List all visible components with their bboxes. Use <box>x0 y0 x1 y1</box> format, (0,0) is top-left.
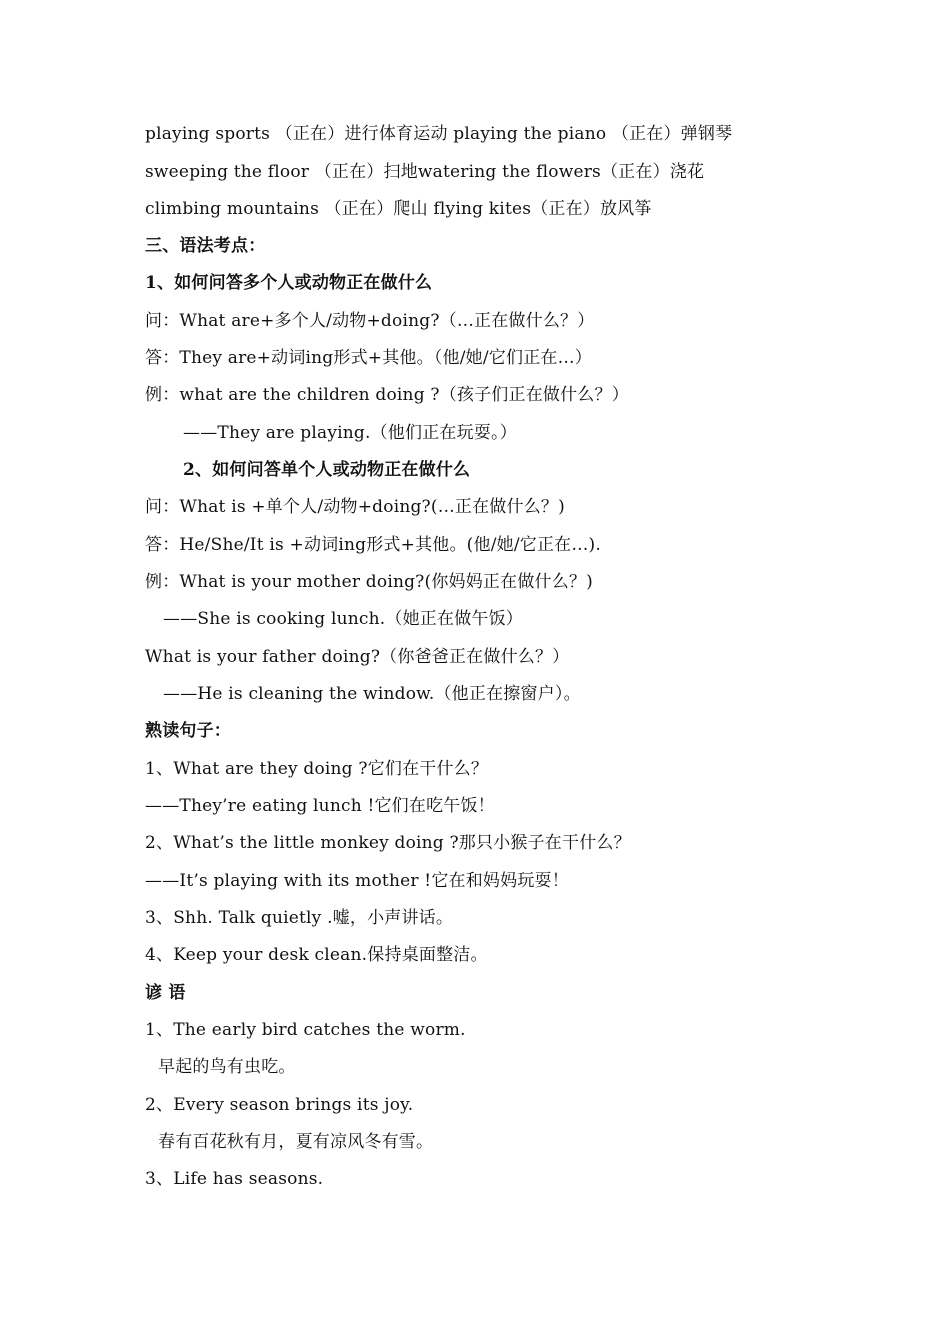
sentence-1: 1、What are they doing ?它们在干什么？ <box>145 759 489 779</box>
section-heading-proverbs: 谚 语 <box>145 983 186 1003</box>
sentence-4: 4、Keep your desk clean.保持桌面整洁。 <box>145 945 488 965</box>
grammar-2-example-2-answer: ——He is cleaning the window.（他正在擦窗户）。 <box>163 684 581 704</box>
proverb-3: 3、Life has seasons. <box>145 1169 324 1189</box>
sentence-1-answer: ——They’re eating lunch !它们在吃午饭！ <box>145 796 495 816</box>
grammar-1-example: 例：what are the children doing ?（孩子们正在做什么？） <box>145 385 629 405</box>
grammar-2-question: 问：What is +单个人/动物+doing?(…正在做什么？) <box>145 497 565 517</box>
proverb-2-translation: 春有百花秋有月，夏有凉风冬有雪。 <box>158 1132 434 1152</box>
grammar-point-2-title: 2、如何问答单个人或动物正在做什么 <box>183 460 471 480</box>
grammar-2-example-answer: ——She is cooking lunch.（她正在做午饭） <box>163 609 523 629</box>
grammar-1-question: 问：What are+多个人/动物+doing?（…正在做什么？） <box>145 311 595 331</box>
grammar-2-example: 例：What is your mother doing?(你妈妈正在做什么？) <box>145 572 593 592</box>
vocab-line-1: playing sports （正在）进行体育运动 playing the piano （正在）弹钢琴 <box>145 124 733 144</box>
sentence-2-answer: ——It’s playing with its mother !它在和妈妈玩耍！ <box>145 871 569 891</box>
vocab-line-2: sweeping the floor （正在）扫地watering the flowers（正在）浇花 <box>145 162 705 182</box>
grammar-2-example-2: What is your father doing?（你爸爸正在做什么？） <box>145 647 570 667</box>
proverb-2: 2、Every season brings its joy. <box>145 1095 414 1115</box>
vocab-line-3: climbing mountains （正在）爬山 flying kites（正在）放风筝 <box>145 199 652 219</box>
section-heading-grammar: 三、语法考点： <box>145 236 266 256</box>
proverb-1: 1、The early bird catches the worm. <box>145 1020 466 1040</box>
grammar-point-1-title: 1、如何问答多个人或动物正在做什么 <box>145 273 433 293</box>
sentence-3: 3、Shh. Talk quietly .嘘，小声讲话。 <box>145 908 454 928</box>
grammar-2-answer: 答：He/She/It is +动词ing形式+其他。(他/她/它正在…). <box>145 535 601 555</box>
proverb-1-translation: 早起的鸟有虫吃。 <box>158 1057 296 1077</box>
grammar-1-example-answer: ——They are playing.（他们正在玩耍。） <box>183 423 517 443</box>
section-heading-sentences: 熟读句子： <box>145 721 231 741</box>
grammar-1-answer: 答：They are+动词ing形式+其他。（他/她/它们正在…） <box>145 348 592 368</box>
sentence-2: 2、What’s the little monkey doing ?那只小猴子在干什么？ <box>145 833 631 853</box>
